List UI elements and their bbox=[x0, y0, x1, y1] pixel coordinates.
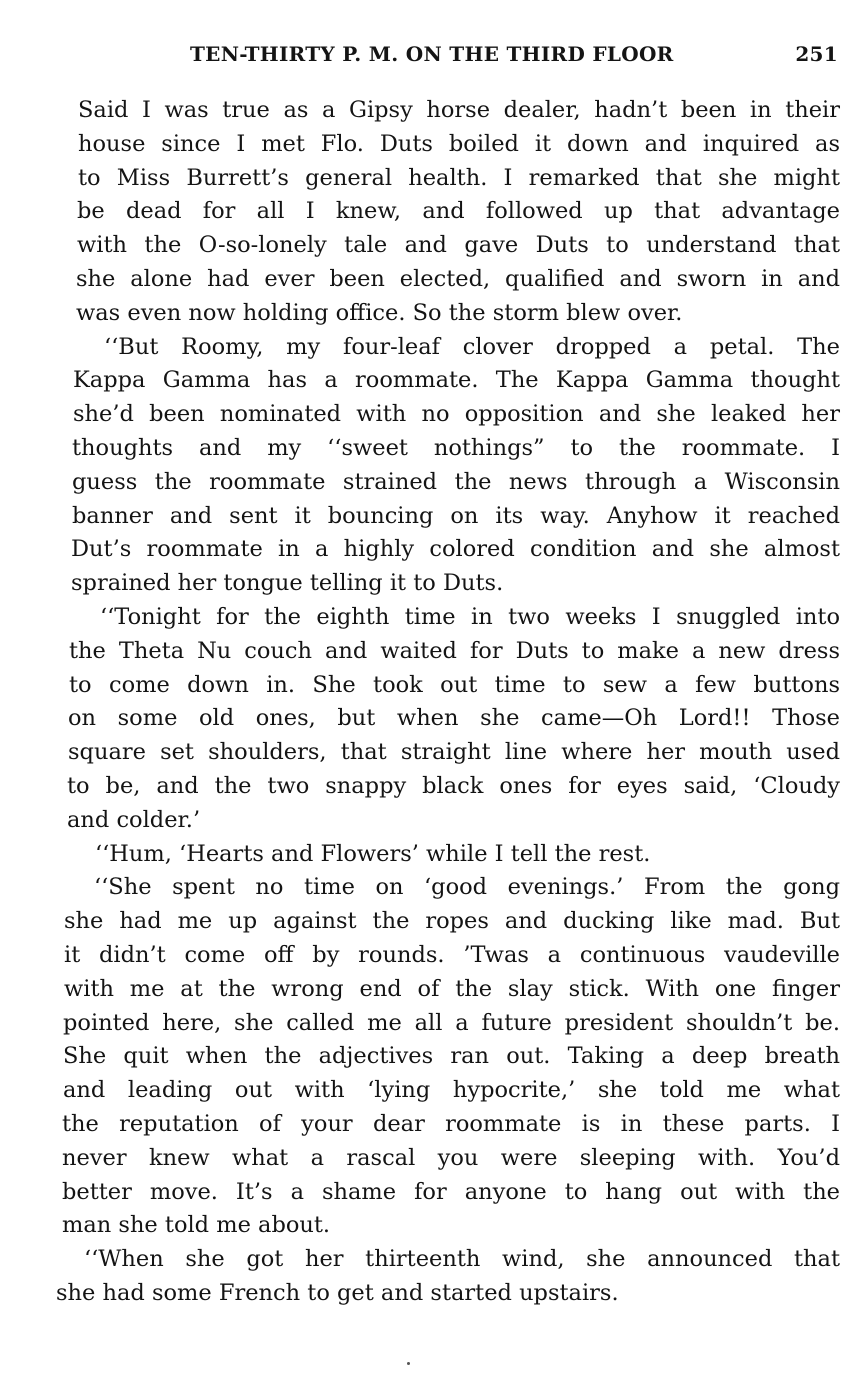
running-head bbox=[62, 42, 842, 72]
paragraph bbox=[62, 94, 840, 331]
paragraph bbox=[62, 331, 840, 601]
text-line: be dead for all I knew, and followed up that advantage bbox=[77, 198, 840, 225]
text-line: Kappa Gamma has a roommate. The Kappa Gamma thought bbox=[73, 367, 840, 394]
text-line: it didn’t come off by rounds. ’Twas a continuous vaudeville bbox=[64, 941, 840, 968]
text-line: better move. It’s a shame for anyone to hang out with the bbox=[62, 1178, 840, 1205]
text-line: she had some French to get and started upstairs. bbox=[56, 1279, 619, 1306]
print-speck bbox=[407, 1362, 410, 1365]
text-line: ‘‘But Roomy, my four-leaf clover dropped a petal. The bbox=[104, 333, 840, 360]
text-line: Said I was true as a Gipsy horse dealer, hadn’t been in their bbox=[78, 97, 840, 123]
paragraph bbox=[62, 838, 840, 872]
text-line: the Theta Nu couch and waited for Duts to make a new dress bbox=[69, 637, 840, 664]
text-line: pointed here, she called me all a future president shouldn’t be. bbox=[63, 1009, 840, 1036]
text-line: to come down in. She took out time to sew a few buttons bbox=[69, 671, 840, 698]
text-line: the reputation of your dear roommate is in these parts. I bbox=[62, 1110, 840, 1137]
running-title: TEN-THIRTY P. M. ON THE THIRD FLOOR bbox=[190, 42, 674, 66]
paragraph bbox=[62, 871, 840, 1243]
paragraph bbox=[62, 601, 840, 838]
text-line: thoughts and my ‘‘sweet nothings” to the roommate. I bbox=[72, 434, 840, 461]
text-line: Dut’s roommate in a highly colored condition and she almost bbox=[71, 536, 840, 563]
text-line: with me at the wrong end of the slay stick. With one finger bbox=[64, 975, 840, 1002]
text-line: ‘‘When she got her thirteenth wind, she announced that bbox=[84, 1246, 840, 1273]
text-line: house since I met Flo. Duts boiled it down and inquired as bbox=[78, 130, 840, 157]
paragraph bbox=[56, 1243, 840, 1311]
text-line: she’d been nominated with no opposition and she leaked her bbox=[73, 401, 840, 428]
text-line: she alone had ever been elected, qualified and sworn in and bbox=[76, 265, 840, 292]
page-number: 251 bbox=[795, 42, 838, 66]
text-line: with the O-so-lonely tale and gave Duts to understand that bbox=[77, 232, 840, 259]
text-line: on some old ones, but when she came—Oh Lord!! Those bbox=[68, 705, 840, 732]
text-line: to Miss Burrett’s general health. I remarked that she might bbox=[78, 164, 840, 191]
text-line: square set shoulders, that straight line where her mouth used bbox=[68, 739, 840, 766]
text-line: sprained her tongue telling it to Duts. bbox=[71, 570, 504, 597]
text-line: she had me up against the ropes and ducking like mad. But bbox=[64, 908, 840, 935]
text-line: ‘‘Hum, ‘Hearts and Flowers’ while I tell the rest. bbox=[95, 840, 651, 867]
text-line: to be, and the two snappy black ones for eyes said, ‘Cloudy bbox=[67, 772, 840, 799]
text-line: and colder.’ bbox=[67, 806, 201, 833]
text-line: ‘‘She spent no time on ‘good evenings.’ From the gong bbox=[94, 874, 840, 901]
text-line: was even now holding office. So the storm blew over. bbox=[76, 299, 683, 326]
text-line: She quit when the adjectives ran out. Taking a deep breath bbox=[63, 1043, 840, 1070]
text-line: man she told me about. bbox=[62, 1212, 331, 1239]
text-line: never knew what a rascal you were sleeping with. You’d bbox=[62, 1144, 840, 1171]
text-line: guess the roommate strained the news through a Wisconsin bbox=[72, 468, 840, 495]
body-text bbox=[56, 94, 840, 1311]
text-line: and leading out with ‘lying hypocrite,’ she told me what bbox=[63, 1077, 840, 1104]
text-line: ‘‘Tonight for the eighth time in two weeks I snuggled into bbox=[100, 603, 840, 630]
text-line: banner and sent it bouncing on its way. Anyhow it reached bbox=[72, 502, 840, 529]
